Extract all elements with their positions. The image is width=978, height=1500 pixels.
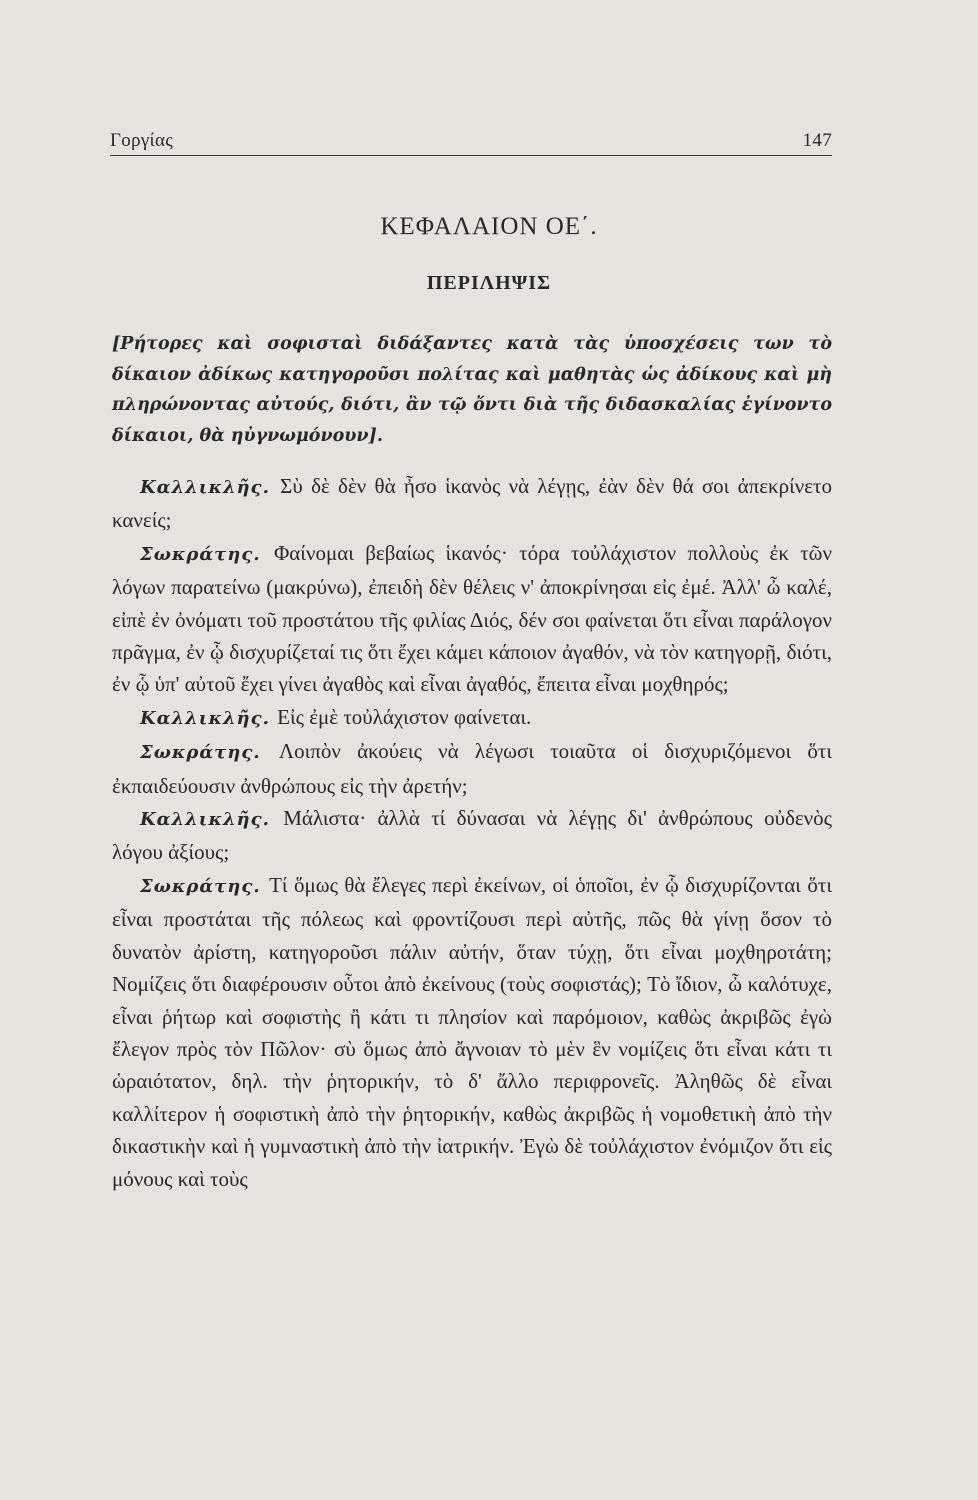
dialogue-text — [112, 470, 832, 1195]
speech-text: Φαίνομαι βεβαίως ἱκανός· τόρα τοὐλάχιστον πολλοὺς ἐκ τῶν λόγων παρατείνω (μακρύνω), ἐπειδὴ δὲν θέλεις ν' ἀποκρίνησαι εἰς ἐμέ. Ἀλλ' ὦ καλέ, εἰπὲ ἐν ὀνόματι τοῦ προστάτου τῆς φιλίας Διός, δέν σοι φαίνεται ὅτι εἶναι παράλογον πρᾶγμα, ἐν ᾧ δισχυρίζεταί τις ὅτι ἔχει κάμει κάποιον ἀγαθόν, νὰ τὸν κατηγορῇ, διότι, ἐν ᾧ ὑπ' αὐτοῦ ἔχει γίνει ἀγαθὸς καὶ εἶναι ἀγαθός, ἔπειτα εἶναι μοχθηρός; — [112, 540, 832, 697]
running-head-title: Γοργίας — [110, 130, 174, 151]
chapter-heading: ΚΕΦΑΛΑΙΟΝ ΟΕ΄. — [380, 213, 598, 240]
speaker-name: Σωκράτης. — [140, 543, 261, 565]
speech-text: Τί ὅμως θὰ ἔλεγες περὶ ἐκείνων, οἱ ὁποῖοι, ἐν ᾧ δισχυρίζονται ὅτι εἶναι προστάται τῆς πόλεως καὶ φροντίζουσι περὶ αὐτῆς, πῶς θὰ γίνῃ ὅσον τὸ δυνατὸν ἀρίστη, κατηγοροῦσι πάλιν αὐτήν, ὅταν τύχῃ, ὅτι εἶναι μοχθηροτάτη; Νομίζεις ὅτι διαφέρουσιν οὗτοι ἀπὸ ἐκείνους (τοὺς σοφιστάς); Τὸ ἴδιον, ὦ καλότυχε, εἶναι ῥήτωρ καὶ σοφιστὴς ἢ κάτι τι πλησίον καὶ παρόμοιον, καθὼς ἀκριβῶς ἐγὼ ἔλεγον πρὸς τὸν Πῶλον· σὺ ὅμως ἀπὸ ἄγνοιαν τὸ μὲν ἓν νομίζεις ὅτι εἶναι κάτι τι ὡραιότατον, δηλ. τὴν ῥητορικήν, τὸ δ' ἄλλο περιφρονεῖς. Ἀληθῶς δὲ εἶναι καλλίτερον ἡ σοφιστικὴ ἀπὸ τὴν ῥητορικήν, καθὼς ἀκριβῶς ἡ νομοθετικὴ ἀπὸ τὴν δικαστικὴν καὶ ἡ γυμναστικὴ ἀπὸ τὴν ἰατρικήν. Ἐγὼ δὲ τοὐλάχιστον ἐνόμιζον ὅτι εἰς μόνους καὶ τοὺς — [112, 872, 832, 1191]
dialogue-turn — [112, 802, 832, 869]
page-number: 147 — [802, 130, 832, 151]
speaker-name: Σωκράτης. — [140, 875, 261, 897]
speaker-name: Καλλικλῆς. — [140, 809, 270, 831]
header-rule — [110, 155, 832, 156]
speaker-name: Καλλικλῆς. — [140, 707, 270, 729]
speaker-name: Καλλικλῆς. — [140, 477, 270, 498]
speaker-name: Σωκράτης. — [140, 742, 261, 764]
dialogue-turn — [112, 470, 832, 537]
speech-text: Εἰς ἐμὲ τοὐλάχιστον φαίνεται. — [277, 704, 532, 729]
dialogue-turn — [112, 735, 832, 802]
chapter-summary: [Ρήτορες καὶ σοφισταὶ διδάξαντες κατὰ τὰς ὑποσχέσεις των τὸ δίκαιον ἀδίκως κατηγοροῦσι πολίτας καὶ μαθητὰς ὡς ἀδίκους καὶ μὴ πληρώνοντας αὐτούς, διότι, ἂν τῷ ὄντι διὰ τῆς διδασκαλίας ἐγίνοντο δίκαιοι, θὰ ηὐγνωμόνουν]. — [112, 334, 832, 446]
speech-text: Μάλιστα· ἀλλὰ τί δύνασαι νὰ λέγῃς δι' ἀνθρώπους οὐδενὸς λόγου ἀξίους; — [112, 806, 832, 865]
speech-text: Σὺ δὲ δὲν θὰ ἦσο ἱκανὸς νὰ λέγῃς, ἐὰν δὲν θά σοι ἀπεκρίνετο κανείς; — [112, 474, 832, 533]
summary-heading: ΠΕΡΙΛΗΨΙΣ — [426, 272, 552, 294]
dialogue-turn — [112, 537, 832, 701]
speech-text: Λοιπὸν ἀκούεις νὰ λέγωσι τοιαῦτα οἱ δισχυριζόμενοι ὅτι ἐκπαιδεύουσιν ἀνθρώπους εἰς τὴν ἀρετήν; — [112, 739, 832, 798]
dialogue-turn — [112, 869, 832, 1195]
dialogue-turn — [112, 701, 832, 735]
